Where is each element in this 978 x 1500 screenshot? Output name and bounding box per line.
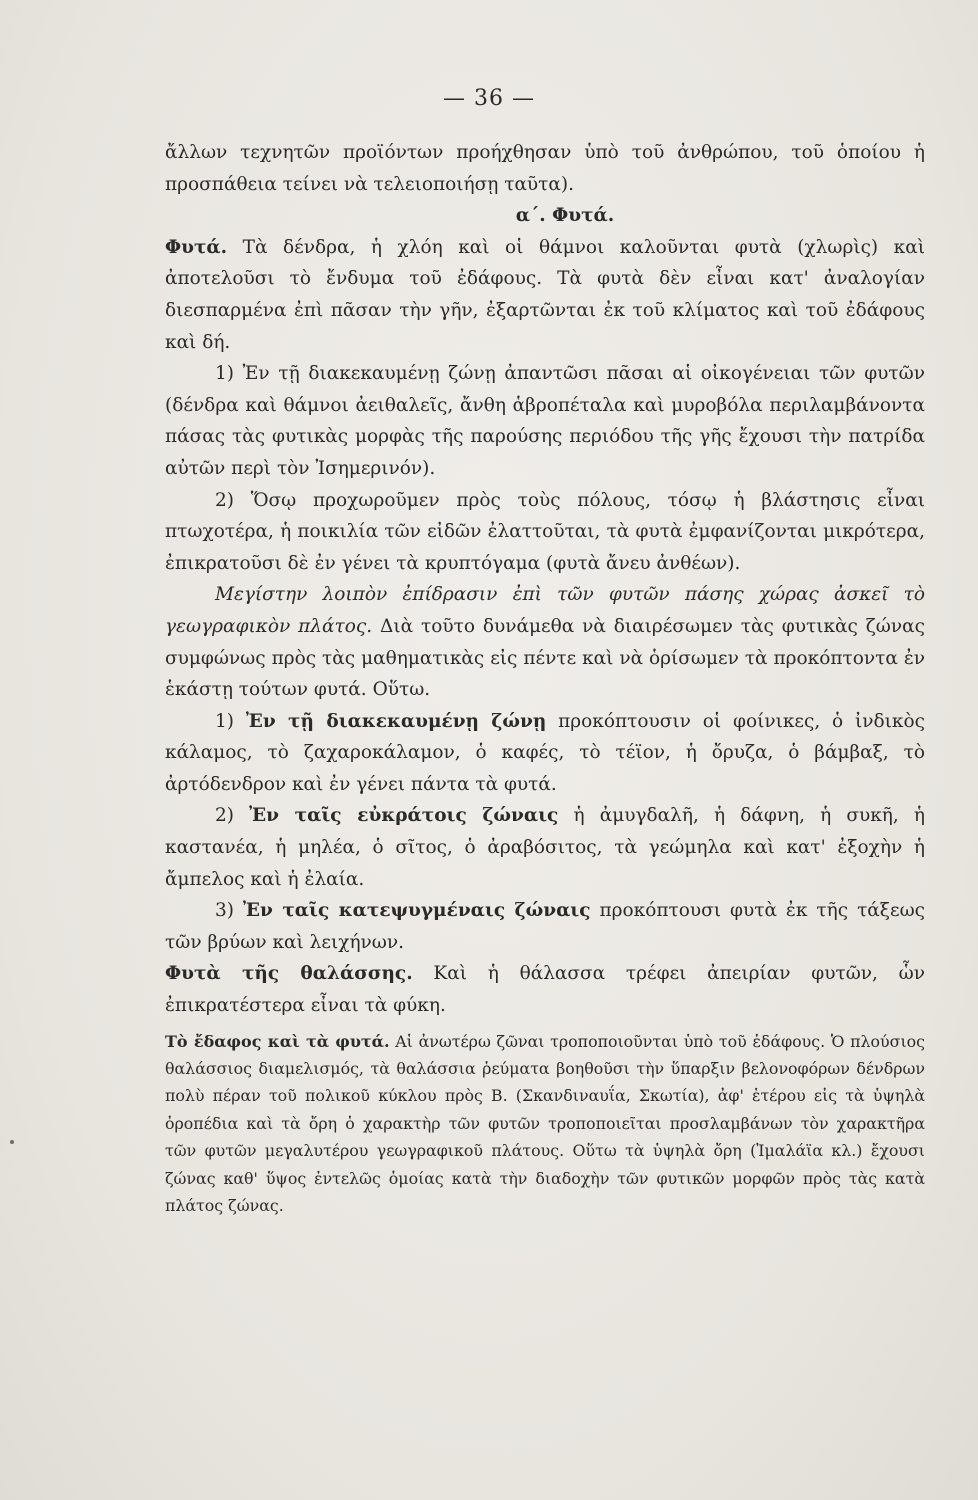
paragraph-towards-poles: 2) Ὅσῳ προχωροῦμεν πρὸς τοὺς πόλους, τόσῳ ἡ βλάστησις εἶναι πτωχοτέρα, ἡ ποικιλία τῶν εἰδῶν ἐλαττοῦται, τὰ φυτὰ ἐμφανίζονται μικρότερα, ἐπικρατοῦσι δὲ ἐν γένει τὰ κρυπτόγαμα (φυτὰ ἄνευ ἀνθέων).	[165, 489, 925, 574]
item-number: 1)	[215, 710, 246, 732]
item-number: 3)	[215, 900, 243, 922]
paragraph-text: Τὰ δένδρα, ἡ χλόη καὶ οἱ θάμνοι καλοῦνται φυτὰ (χλωρὶς) καὶ ἀποτελοῦσι τὸ ἔνδυμα τοῦ ἐδάφους. Τὰ φυτὰ δὲν εἶναι κατ' ἀναλογίαν διεσπαρμένα ἐπὶ πᾶσαν τὴν γῆν, ἐξαρτῶνται ἐκ τοῦ κλίματος καὶ τοῦ ἐδάφους καὶ δή.	[165, 236, 925, 353]
paragraph-lead: Ἐν τῇ διακεκαυμένῃ ζώνῃ	[245, 710, 547, 732]
section-heading: α΄. Φυτά.	[515, 205, 615, 227]
margin-speck	[10, 1140, 14, 1144]
paragraph-text: προκόπτουσιν οἱ φοίνικες, ὁ ἰνδικὸς κάλαμος, τὸ ζαχαροκάλαμον, ὁ καφές, τὸ τέϊον, ἡ ὄρυζα, ὁ βάμβαξ, τὸ ἀρτόδενδρον καὶ ἐν γένει πάντα τὰ φυτά.	[165, 710, 925, 795]
italic-statement: Μεγίστην λοιπὸν ἐπίδρασιν ἐπὶ τῶν φυτῶν πάσης χώρας ἀσκεῖ τὸ γεωγραφικὸν πλάτος.	[165, 584, 925, 637]
paragraph-frigid-zones-plants	[165, 895, 925, 958]
paragraph-lead: Φυτά.	[165, 236, 228, 258]
paragraph-lead: Φυτὰ τῆς θαλάσσης.	[165, 963, 413, 985]
page-number: — 36 —	[443, 86, 535, 111]
paragraph-temperate-zones-plants	[165, 800, 925, 895]
paragraph-lead: Ἐν ταῖς κατεψυγμέναις ζώναις	[242, 900, 591, 922]
paragraph-text: προκόπτουσι φυτὰ ἐκ τῆς τάξεως τῶν βρύων καὶ λειχήνων.	[165, 900, 926, 953]
paragraph-lead: Ἐν ταῖς εὐκράτοις ζώναις	[249, 805, 559, 827]
paragraph-text: ἡ ἀμυγδαλῆ, ἡ δάφνη, ἡ συκῆ, ἡ καστανέα, ἡ μηλέα, ὁ σῖτος, ὁ ἀραβόσιτος, τὰ γεώμηλα καὶ κατ' ἐξοχὴν ἡ ἄμπελος καὶ ἡ ἐλαία.	[165, 805, 926, 890]
item-number: 2)	[215, 805, 250, 827]
paragraph-lead: Τὸ ἔδαφος καὶ τὰ φυτά.	[165, 1031, 390, 1051]
page-body	[165, 137, 925, 1219]
paragraph-torrid-zone-plants	[165, 706, 925, 801]
paragraph-text: Αἱ ἀνωτέρω ζῶναι τροποποιοῦνται ὑπὸ τοῦ ἐδάφους. Ὁ πλούσιος θαλάσσιος διαμελισμός, τὰ θαλάσσια ῥεύματα βοηθοῦσι τὴν ὕπαρξιν βελονοφόρων δένδρων πολὺ πέραν τοῦ πολικοῦ κύκλου πρὸς Β. (Σκανδιναυΐα, Σκωτία), ἀφ' ἑτέρου εἰς τὰ ὑψηλὰ ὀροπέδια καὶ τὰ ὄρη ὁ χαρακτὴρ τῶν φυτῶν τροποποιεῖται προσλαμβάνων τὸν χαρακτῆρα τῶν φυτῶν μεγαλυτέρου γεωγραφικοῦ πλάτους. Οὕτω τὰ ὑψηλὰ ὄρη (Ἰμαλάϊα κλ.) ἔχουσι ζώνας καθ' ὕψος ἐντελῶς ὁμοίας κατὰ τὴν διαδοχὴν τῶν φυτικῶν μορφῶν πρὸς τὰς κατὰ πλάτος ζώνας.	[165, 1031, 925, 1216]
paragraph-text: Διὰ τοῦτο δυνάμεθα νὰ διαιρέσωμεν τὰς φυτικὰς ζώνας συμφώνως πρὸς τὰς μαθηματικὰς εἰς πέντε καὶ νὰ ὁρίσωμεν τὰ προκόπτοντα ἐν ἑκάστῃ τούτων φυτά. Οὕτω.	[165, 615, 925, 701]
paragraph-text: Καὶ ἡ θάλασσα τρέφει ἀπειρίαν φυτῶν, ὧν ἐπικρατέστερα εἶναι τὰ φύκη.	[165, 963, 925, 1017]
paragraph-plants	[165, 232, 925, 358]
paragraph-sea-plants	[165, 958, 925, 1021]
paragraph-latitude-influence	[165, 579, 925, 705]
paragraph-torrid-zone-families: 1) Ἐν τῇ διακεκαυμένῃ ζώνῃ ἀπαντῶσι πᾶσαι αἱ οἰκογένειαι τῶν φυτῶν (δένδρα καὶ θάμνοι ἀειθαλεῖς, ἄνθη ἁβροπέταλα καὶ μυροβόλα περιλαμβάνοντα πάσας τὰς φυτικὰς μορφὰς τῆς παρούσης περιόδου τῆς γῆς ἔχουσι τὴν πατρίδα αὐτῶν περὶ τὸν Ἰσημερινόν).	[165, 363, 925, 479]
paragraph-continuation: ἄλλων τεχνητῶν προϊόντων προήχθησαν ὑπὸ τοῦ ἀνθρώπου, τοῦ ὁποίου ἡ προσπάθεια τείνει νὰ τελειοποιήσῃ ταῦτα).	[165, 142, 925, 195]
paragraph-soil-and-plants	[165, 1028, 925, 1220]
